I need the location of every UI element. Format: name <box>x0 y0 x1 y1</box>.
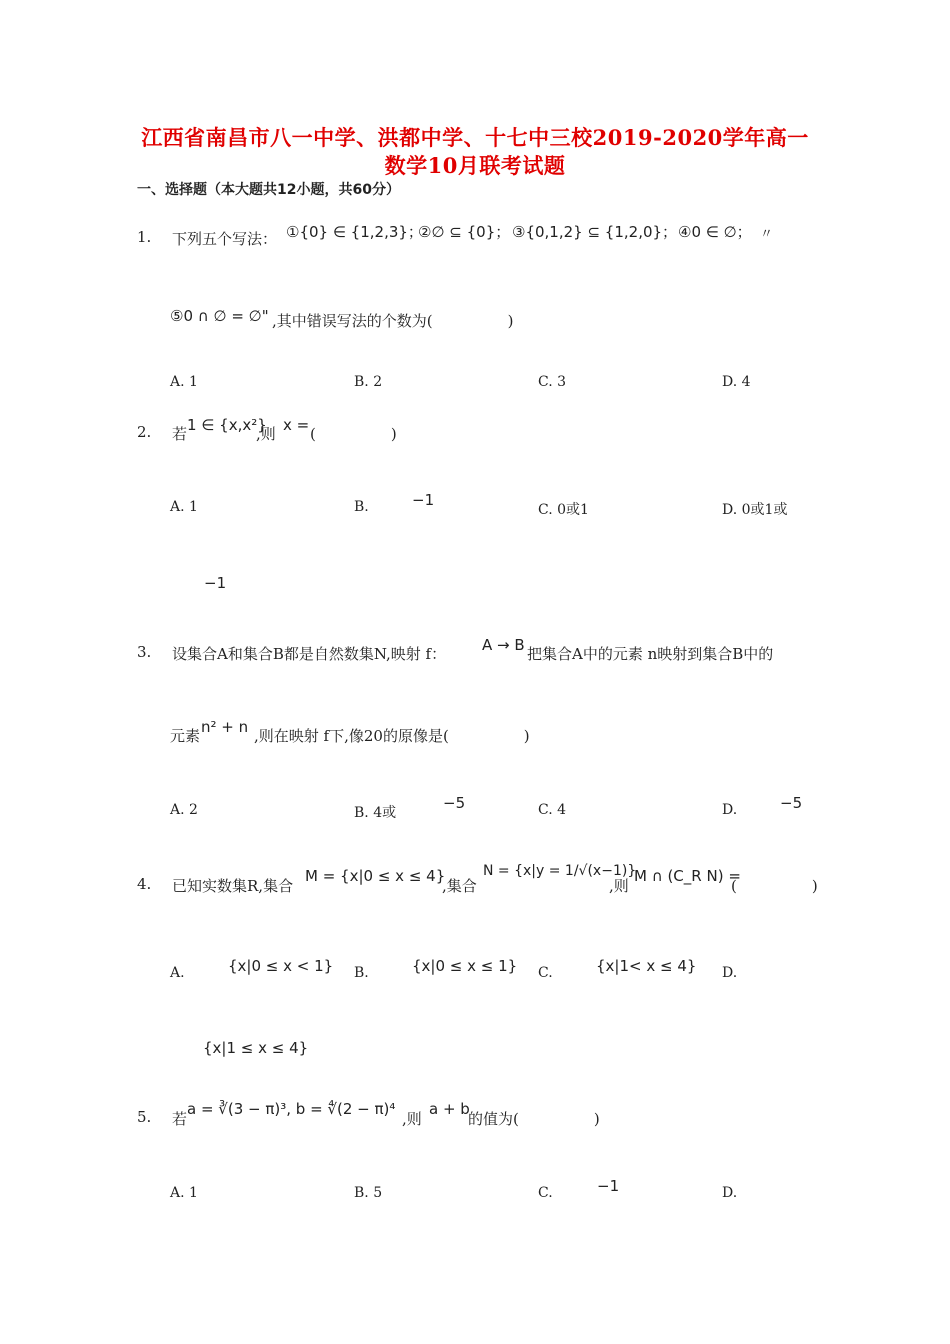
option-b: B. <box>354 499 369 515</box>
section-heading: 一、选择题（本大题共12小题，共60分） <box>137 182 400 198</box>
question-text: ,集合 <box>442 877 477 895</box>
option-b: B. 5 <box>354 1185 383 1201</box>
question-tail: ,其中错误写法的个数为( ) <box>272 312 514 330</box>
math-expression: 1 ∈ {x,x²} <box>187 416 267 434</box>
question-number: 3. <box>137 643 152 661</box>
option-b: B. <box>354 965 369 981</box>
question-tail: ,则在映射 f下,像20的原像是( ) <box>254 727 530 745</box>
option-a: A. 1 <box>170 374 198 390</box>
question-text: 元素 <box>170 727 201 745</box>
option-c-math: {x|1< x ≤ 4} <box>596 957 697 975</box>
math-expression: ⑤0 ∩ ∅ = ∅" <box>170 307 269 325</box>
math-expression: a + b <box>429 1100 470 1118</box>
question-text: ,则 <box>402 1110 422 1128</box>
option-d: D. <box>722 1185 738 1201</box>
option-d: D. 0或1或 <box>722 502 788 518</box>
question-text: ,则 <box>256 425 276 443</box>
document-title-line1: 江西省南昌市八一中学、洪都中学、十七中三校2019-2020学年高一 <box>141 125 809 150</box>
question-text: 设集合A和集合B都是自然数集N,映射 f： <box>172 645 447 663</box>
question-number: 2. <box>137 423 152 441</box>
math-expression: M = {x|0 ≤ x ≤ 4} <box>305 867 446 885</box>
math-expression: ①{0} ∈ {1,2,3}； <box>286 223 423 241</box>
math-expression: a = ∛(3 − π)³, b = ∜(2 − π)⁴ <box>187 1100 396 1118</box>
math-expression: A → B <box>482 636 525 654</box>
option-d-math: −5 <box>780 794 803 812</box>
option-c-math: −1 <box>597 1177 620 1195</box>
question-tail: ( ) <box>731 877 818 895</box>
question-number: 4. <box>137 875 152 893</box>
math-expression: M ∩ (C_R N) = <box>634 867 741 885</box>
option-b-math: −5 <box>443 794 466 812</box>
question-lead: 若 <box>172 425 188 443</box>
option-c: C. 0或1 <box>538 502 589 518</box>
question-number: 1. <box>137 228 152 246</box>
math-expression: ③{0,1,2} ⊆ {1,2,0}； <box>512 223 678 241</box>
option-a: A. 2 <box>170 802 198 818</box>
option-c: C. 4 <box>538 802 567 818</box>
math-expression: ④0 ∈ ∅； <box>678 223 752 241</box>
math-expression: ②∅ ⊆ {0}； <box>418 223 511 241</box>
question-tail: ( ) <box>310 425 397 443</box>
math-expression: n² + n <box>201 718 249 736</box>
math-expression: N = {x|y = 1/√(x−1)} <box>483 863 637 879</box>
option-a: A. 1 <box>170 1185 198 1201</box>
option-b: B. 4或 <box>354 805 397 821</box>
question-number: 5. <box>137 1108 152 1126</box>
option-d: D. <box>722 802 738 818</box>
question-text: 把集合A中的元素 n映射到集合B中的 <box>527 645 774 663</box>
option-d-math: −1 <box>204 574 227 592</box>
question-lead: 已知实数集R,集合 <box>172 877 294 895</box>
question-text: ,则 <box>609 877 629 895</box>
option-a: A. <box>170 965 185 981</box>
option-b-math: {x|0 ≤ x ≤ 1} <box>412 957 518 975</box>
option-d: D. <box>722 965 738 981</box>
math-mark: 〃 <box>760 227 774 242</box>
question-lead: 若 <box>172 1110 188 1128</box>
math-expression: x = <box>283 416 310 434</box>
option-d: D. 4 <box>722 374 751 390</box>
document-title-line2: 数学10月联考试题 <box>384 153 566 178</box>
option-a: A. 1 <box>170 499 198 515</box>
option-c: C. <box>538 965 553 981</box>
option-d-math: {x|1 ≤ x ≤ 4} <box>203 1039 309 1057</box>
option-b: B. 2 <box>354 374 383 390</box>
option-b-math: −1 <box>412 491 435 509</box>
option-a-math: {x|0 ≤ x < 1} <box>228 957 334 975</box>
question-lead: 下列五个写法： <box>172 230 278 248</box>
option-c: C. 3 <box>538 374 567 390</box>
question-tail: 的值为( ) <box>468 1110 600 1128</box>
option-c: C. <box>538 1185 553 1201</box>
